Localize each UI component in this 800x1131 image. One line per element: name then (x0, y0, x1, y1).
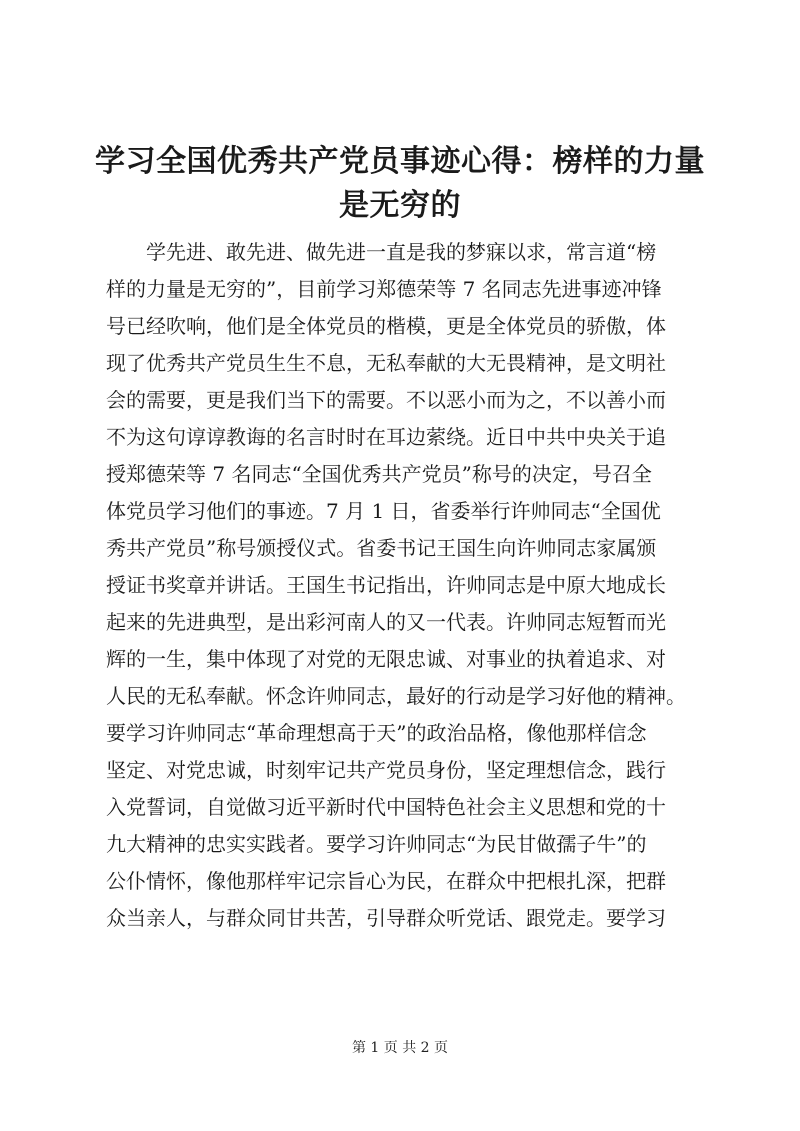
title-line-1: 学习全国优秀共产党员事迹心得：榜样的力量 (95, 144, 705, 179)
body-line: 学先进、敢先进、做先进一直是我的梦寐以求，常言道“榜 (146, 240, 657, 264)
body-line: 会的需要，更是我们当下的需要。不以恶小而为之，不以善小而 (106, 388, 666, 412)
document-body (106, 234, 706, 937)
title-line-2: 是无穷的 (339, 188, 461, 223)
body-line: 众当亲人，与群众同甘共苦，引导群众听党话、跟党走。要学习 (106, 906, 666, 930)
body-line: 授证书奖章并讲话。王国生书记指出，许帅同志是中原大地成长 (106, 573, 666, 597)
body-line: 号已经吹响，他们是全体党员的楷模，更是全体党员的骄傲，体 (106, 314, 666, 338)
body-line: 人民的无私奉献。怀念许帅同志，最好的行动是学习好他的精神。 (106, 684, 686, 708)
body-line: 入党誓词，自觉做习近平新时代中国特色社会主义思想和党的十 (106, 795, 666, 819)
body-line: 秀共产党员”称号颁授仪式。省委书记王国生向许帅同志家属颁 (106, 536, 657, 560)
body-line: 授郑德荣等 7 名同志“全国优秀共产党员”称号的决定，号召全 (106, 462, 652, 486)
body-line: 现了优秀共产党员生生不息，无私奉献的大无畏精神，是文明社 (106, 351, 666, 375)
body-line: 起来的先进典型，是出彩河南人的又一代表。许帅同志短暂而光 (106, 610, 666, 634)
body-line: 要学习许帅同志“革命理想高于天”的政治品格，像他那样信念 (106, 721, 647, 745)
page-footer: 第 1 页 共 2 页 (351, 1040, 449, 1056)
body-line: 样的力量是无穷的”，目前学习郑德荣等 7 名同志先进事迹冲锋 (106, 277, 662, 301)
body-line: 九大精神的忠实实践者。要学习许帅同志“为民甘做孺子牛”的 (106, 832, 647, 856)
body-line: 辉的一生，集中体现了对党的无限忠诚、对事业的执着追求、对 (106, 647, 666, 671)
body-line: 公仆情怀，像他那样牢记宗旨心为民，在群众中把根扎深，把群 (106, 869, 666, 893)
body-line: 坚定、对党忠诚，时刻牢记共产党员身份，坚定理想信念，践行 (106, 758, 666, 782)
body-line: 体党员学习他们的事迹。7 月 1 日，省委举行许帅同志“全国优 (106, 499, 661, 523)
document-title (95, 140, 705, 228)
body-line: 不为这句谆谆教诲的名言时时在耳边萦绕。近日中共中央关于追 (106, 425, 666, 449)
